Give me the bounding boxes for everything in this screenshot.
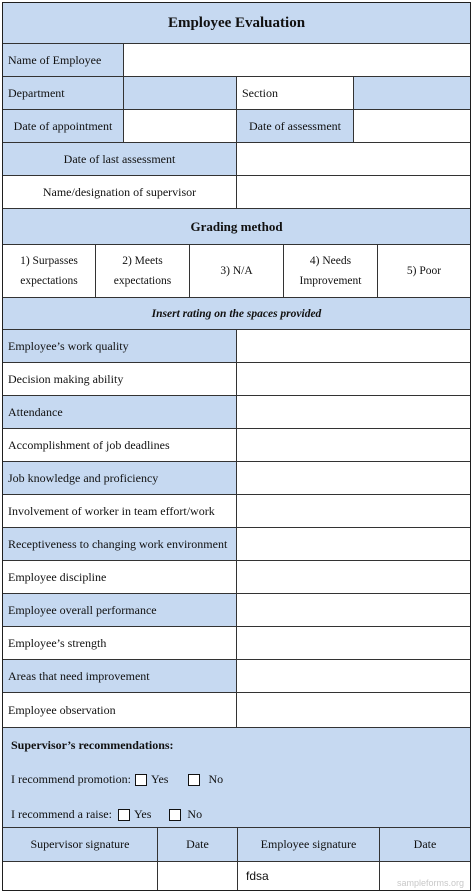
rating-field[interactable] bbox=[237, 594, 470, 626]
promotion-no-checkbox[interactable] bbox=[188, 774, 200, 786]
employee-name-label: Name of Employee bbox=[3, 44, 124, 76]
rating-field[interactable] bbox=[237, 660, 470, 692]
grading-heading: Grading method bbox=[190, 218, 283, 234]
supervisor-signature-label: Supervisor signature bbox=[3, 828, 158, 861]
form-title-row bbox=[3, 3, 470, 44]
criteria-label: Employee observation bbox=[3, 693, 237, 727]
date-label-1: Date bbox=[158, 828, 238, 861]
criteria-row bbox=[3, 561, 470, 594]
criteria-row bbox=[3, 330, 470, 363]
form-title: Employee Evaluation bbox=[167, 14, 306, 31]
criteria-row bbox=[3, 363, 470, 396]
criteria-row bbox=[3, 462, 470, 495]
criteria-label: Employee’s strength bbox=[3, 627, 237, 659]
date-of-last-assessment-label: Date of last assessment bbox=[3, 143, 237, 175]
grading-heading-row bbox=[3, 209, 470, 245]
supervisor-name-label: Name/designation of supervisor bbox=[3, 176, 237, 208]
grade-option-3: 3) N/A bbox=[190, 245, 284, 297]
employee-signature-field[interactable]: fdsa bbox=[238, 862, 380, 890]
employee-signature-label: Employee signature bbox=[238, 828, 380, 861]
criteria-row bbox=[3, 528, 470, 561]
criteria-label: Employee overall performance bbox=[3, 594, 237, 626]
criteria-label: Employee’s work quality bbox=[3, 330, 237, 362]
dates-row bbox=[3, 110, 470, 143]
grading-options-row bbox=[3, 245, 470, 298]
rating-instruction: Insert rating on the spaces provided bbox=[151, 307, 322, 320]
department-field[interactable] bbox=[124, 77, 237, 109]
date-of-assessment-label: Date of assessment bbox=[237, 110, 354, 142]
rating-field[interactable] bbox=[237, 330, 470, 362]
recommendations-heading: Supervisor’s recommendations: bbox=[11, 738, 174, 752]
criteria-label: Involvement of worker in team effort/work bbox=[3, 495, 237, 527]
date-of-appointment-label: Date of appointment bbox=[3, 110, 124, 142]
rating-field[interactable] bbox=[237, 363, 470, 395]
rating-field[interactable] bbox=[237, 528, 470, 560]
rating-field[interactable] bbox=[237, 462, 470, 494]
signatures-header-row bbox=[3, 828, 470, 862]
criteria-row bbox=[3, 627, 470, 660]
rating-field[interactable] bbox=[237, 495, 470, 527]
raise-label: I recommend a raise: bbox=[11, 807, 112, 821]
promotion-no-label: No bbox=[208, 772, 224, 786]
supervisor-signature-field[interactable] bbox=[3, 862, 158, 890]
criteria-row bbox=[3, 594, 470, 627]
date-field-1[interactable] bbox=[158, 862, 238, 890]
date-label-2: Date bbox=[413, 837, 437, 851]
recommendations-section bbox=[3, 728, 470, 828]
promotion-line bbox=[11, 772, 223, 787]
criteria-label: Attendance bbox=[3, 396, 237, 428]
criteria-label: Accomplishment of job deadlines bbox=[3, 429, 237, 461]
raise-no-label: No bbox=[187, 807, 203, 821]
criteria-label: Job knowledge and proficiency bbox=[3, 462, 237, 494]
watermark: sampleforms.org bbox=[396, 878, 464, 888]
date-of-appointment-field[interactable] bbox=[124, 110, 237, 142]
grade-option-1: 1) Surpasses expectations bbox=[3, 245, 96, 297]
employee-name-row bbox=[3, 44, 470, 77]
supervisor-name-field[interactable] bbox=[237, 176, 470, 208]
date-of-assessment-field[interactable] bbox=[354, 110, 470, 142]
criteria-row bbox=[3, 396, 470, 429]
raise-yes-label: Yes bbox=[133, 807, 152, 821]
grade-option-2: 2) Meets expectations bbox=[96, 245, 190, 297]
criteria-label: Areas that need improvement bbox=[3, 660, 237, 692]
criteria-row bbox=[3, 429, 470, 462]
rating-field[interactable] bbox=[237, 429, 470, 461]
supervisor-row bbox=[3, 176, 470, 209]
department-row bbox=[3, 77, 470, 110]
criteria-label: Receptiveness to changing work environment bbox=[3, 528, 237, 560]
raise-no-checkbox[interactable] bbox=[169, 809, 181, 821]
last-assessment-row bbox=[3, 143, 470, 176]
promotion-yes-checkbox[interactable] bbox=[135, 774, 147, 786]
rating-field[interactable] bbox=[237, 627, 470, 659]
section-field[interactable] bbox=[354, 77, 470, 109]
date-of-last-assessment-field[interactable] bbox=[237, 143, 470, 175]
grade-option-4: 4) Needs Improvement bbox=[284, 245, 378, 297]
department-label: Department bbox=[3, 77, 124, 109]
rating-field[interactable] bbox=[237, 396, 470, 428]
raise-yes-checkbox[interactable] bbox=[118, 809, 130, 821]
criteria-row bbox=[3, 495, 470, 528]
promotion-label: I recommend promotion: bbox=[11, 772, 131, 786]
grade-option-5: 5) Poor bbox=[406, 265, 442, 277]
raise-line bbox=[11, 807, 202, 822]
employee-evaluation-form bbox=[2, 2, 471, 891]
criteria-row bbox=[3, 693, 470, 728]
rating-field[interactable] bbox=[237, 561, 470, 593]
criteria-row bbox=[3, 660, 470, 693]
instruction-row bbox=[3, 298, 470, 330]
criteria-label: Employee discipline bbox=[3, 561, 237, 593]
employee-name-field[interactable] bbox=[124, 44, 470, 76]
criteria-label: Decision making ability bbox=[3, 363, 237, 395]
promotion-yes-label: Yes bbox=[150, 772, 169, 786]
rating-field[interactable] bbox=[237, 693, 470, 727]
section-label: Section bbox=[237, 77, 354, 109]
